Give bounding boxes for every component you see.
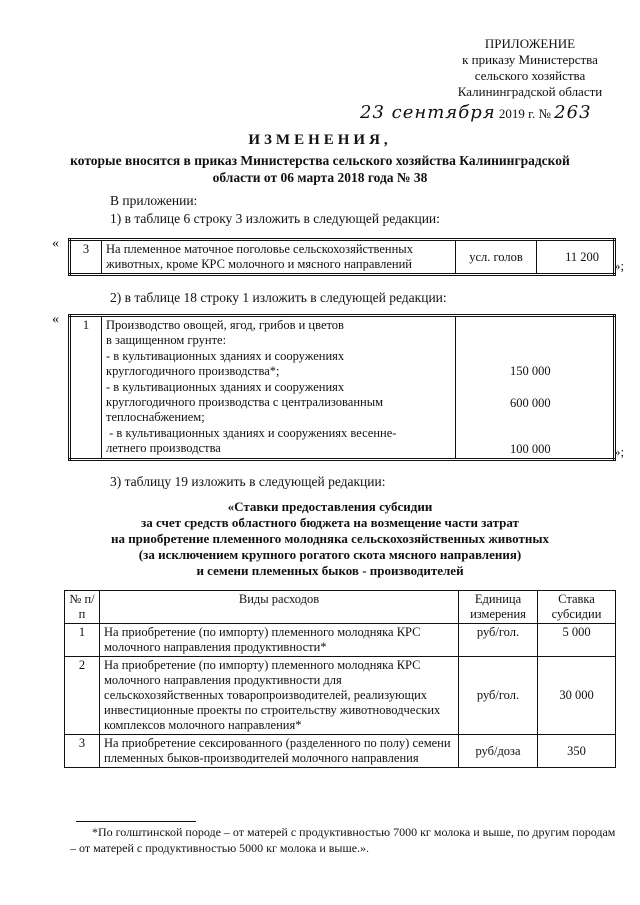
cell-desc: На приобретение (по импорту) племенного молодняка КРС молочного направления продуктивности для сельскохозяйственных товаропроизводителей, реализующих инвестиционные проекты по строительству животноводческих комплексов молочного направления* <box>100 657 459 735</box>
appendix-line: Калининградской области <box>457 84 603 99</box>
table-row <box>65 624 616 657</box>
header-num: № п/п <box>65 591 100 624</box>
cell-unit: усл. голов <box>456 240 537 275</box>
value-1: 150 000 <box>510 364 551 378</box>
cell-num: 3 <box>65 735 100 768</box>
footnote-divider <box>76 821 196 822</box>
cell-rate: 5 000 <box>538 624 616 657</box>
cell-unit: руб/доза <box>459 735 538 768</box>
doc-subtitle <box>0 152 640 186</box>
doc-subtitle-line: области от 06 марта 2018 года № 38 <box>212 170 428 185</box>
value-2: 600 000 <box>510 396 551 410</box>
intro-line: В приложении: <box>110 193 198 208</box>
appendix-line: к приказу Министерства <box>462 52 598 67</box>
doc-title: ИЗМЕНЕНИЯ, <box>248 132 392 148</box>
handwritten-number: 263 <box>554 102 592 123</box>
table-header-row <box>65 591 616 624</box>
cell-rate: 350 <box>538 735 616 768</box>
cell-unit: руб/гол. <box>459 624 538 657</box>
cell-num: 2 <box>65 657 100 735</box>
desc-line: летнего производства <box>106 441 221 456</box>
item-3: 3) таблицу 19 изложить в следующей редакции: <box>110 474 386 489</box>
value-3: 100 000 <box>510 442 551 456</box>
table18-row <box>68 314 616 461</box>
cell-unit: руб/гол. <box>459 657 538 735</box>
order-date-line <box>360 102 592 123</box>
date-suffix: 2019 г. № <box>498 106 551 121</box>
footnote: *По голштинской породе – от матерей с продуктивностью 7000 кг молока и выше, по другим породам – от матерей с продуктивностью 5000 кг молока и выше.». <box>70 825 616 855</box>
cell-num: 1 <box>70 316 102 460</box>
desc-line: Производство овощей, ягод, грибов и цветов <box>106 318 344 332</box>
cell-desc: На племенное маточное поголовье сельскохозяйственных животных, кроме КРС молочного и мясного направлений <box>102 240 456 275</box>
title-line: и семени племенных быков - производителей <box>196 563 464 578</box>
header-desc: Виды расходов <box>100 591 459 624</box>
desc-line: круглогодичного производства*; <box>106 364 280 379</box>
header-unit: Единица измерения <box>459 591 538 624</box>
desc-line: круглогодичного производства с централизованным <box>106 395 384 410</box>
desc-line: - в культивационных зданиях и сооружениях весенне- <box>106 425 397 440</box>
table-row <box>65 657 616 735</box>
table19 <box>64 590 616 768</box>
cell-num: 3 <box>70 240 102 275</box>
title-line: (за исключением крупного рогатого скота мясного направления) <box>138 547 522 562</box>
appendix-header <box>430 36 630 100</box>
desc-line: - в культивационных зданиях и сооружениях <box>106 348 345 363</box>
open-quote: « <box>52 236 59 251</box>
close-quote: »; <box>614 444 625 459</box>
cell-rate: 30 000 <box>538 657 616 735</box>
cell-desc <box>102 316 456 460</box>
desc-line: - в культивационных зданиях и сооружениях <box>106 379 345 394</box>
open-quote: « <box>52 312 59 327</box>
cell-rate: 11 200 <box>537 240 615 275</box>
item-2: 2) в таблице 18 строку 1 изложить в следующей редакции: <box>110 290 447 305</box>
table-row <box>65 735 616 768</box>
desc-line: теплоснабжением; <box>106 410 205 425</box>
cell-values <box>456 316 615 460</box>
title-line: за счет средств областного бюджета на возмещение части затрат <box>141 515 519 530</box>
title-line: на приобретение племенного молодняка сельскохозяйственных животных <box>110 531 550 546</box>
close-quote: »; <box>614 258 625 273</box>
cell-desc: На приобретение сексированного (разделенного по полу) семени племенных быков-производителей молочного направления <box>100 735 459 768</box>
appendix-line: сельского хозяйства <box>474 68 586 83</box>
appendix-title: ПРИЛОЖЕНИЕ <box>484 36 576 51</box>
title-line: «Ставки предоставления субсидии <box>227 499 433 514</box>
cell-desc: На приобретение (по импорту) племенного молодняка КРС молочного направления продуктивности* <box>100 624 459 657</box>
handwritten-date: 23 сентября <box>360 102 496 123</box>
header-rate: Ставка субсидии <box>538 591 616 624</box>
doc-subtitle-line: которые вносятся в приказ Министерства сельского хозяйства Калининградской <box>70 153 570 168</box>
cell-num: 1 <box>65 624 100 657</box>
table6-row <box>68 238 616 276</box>
table19-title <box>30 499 630 579</box>
desc-line: в защищенном грунте: <box>106 333 227 348</box>
item-1: 1) в таблице 6 строку 3 изложить в следующей редакции: <box>110 211 440 226</box>
